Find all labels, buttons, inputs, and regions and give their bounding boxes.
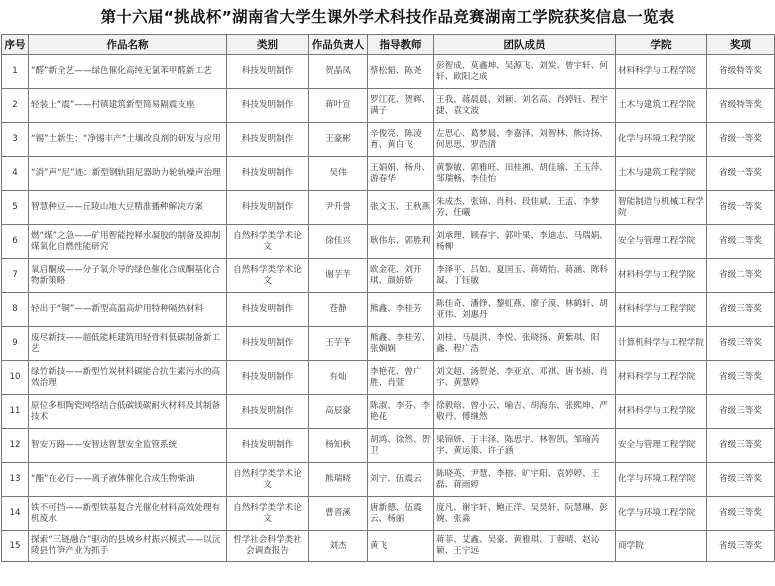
cell-category: 科技发明制作 — [227, 361, 309, 395]
cell-leader: 王芋芊 — [309, 327, 368, 361]
cell-members: 李泽平、吕如、夏国玉、蒋婧怡、蒋涵、陈科凝、丁钰敏 — [434, 259, 616, 293]
cell-college: 智能制造与机械工程学院 — [616, 191, 707, 225]
cell-work-name: “酯”在必行——离子液体催化合成生物柴油 — [29, 463, 227, 497]
cell-advisor: 黄飞 — [368, 531, 434, 562]
cell-leader: 尹升誉 — [309, 191, 368, 225]
cell-category: 哲学社会科学类社会调查报告 — [227, 531, 309, 562]
cell-category: 科技发明制作 — [227, 293, 309, 327]
award-table — [1, 34, 775, 562]
cell-category: 科技发明制作 — [227, 191, 309, 225]
cell-members: 刘承理、顾春宇、郭叶果、李迪志、马瑞娟、杨柳 — [434, 225, 616, 259]
cell-work-name: 原位多相陶瓷网络结合低碳镁碳耐火材料及其制备技术 — [29, 395, 227, 429]
cell-award: 省级三等奖 — [707, 327, 775, 361]
cell-advisor: 耿伟东、郭胜利 — [368, 225, 434, 259]
cell-advisor: 李艳花、曾广胜、肖萱 — [368, 361, 434, 395]
cell-award: 省级三等奖 — [707, 293, 775, 327]
cell-leader: 吴伟 — [309, 157, 368, 191]
cell-leader: 曹晋溪 — [309, 497, 368, 531]
cell-members: 黄黎敏、郭雅旺、田桂湘、胡佳瑜、王玉萍、邹瑞畅、李佳怡 — [434, 157, 616, 191]
cell-category: 科技发明制作 — [227, 395, 309, 429]
cell-category: 自然科学类学术论文 — [227, 225, 309, 259]
cell-advisor: 辛俊亮、陈凌育、黄白飞 — [368, 123, 434, 157]
cell-members: 陈晓英、尹慧、李榕、旷宇阳、袁婷婷、王磊、蒋雨婷 — [434, 463, 616, 497]
cell-work-name: 燃“煤”之急——矿用智能控释水凝胶的制备及抑制煤氧化自燃性能研究 — [29, 225, 227, 259]
cell-category: 科技发明制作 — [227, 89, 309, 123]
cell-college: 化学与环境工程学院 — [616, 497, 707, 531]
cell-index: 8 — [2, 293, 29, 327]
cell-advisor: 陈淑、李芬、李艳花 — [368, 395, 434, 429]
cell-work-name: 绿竹新技——新型竹炭材料碳能合抗生素污水的高效治理 — [29, 361, 227, 395]
cell-category: 自然科学类学术论文 — [227, 463, 309, 497]
table-row — [2, 429, 775, 463]
cell-category: 科技发明制作 — [227, 327, 309, 361]
cell-advisor: 罗江花、贺辉、满子 — [368, 89, 434, 123]
cell-leader: 贺晶凤 — [309, 55, 368, 89]
table-row — [2, 259, 775, 293]
header-award: 奖项 — [707, 35, 775, 55]
header-category: 类别 — [227, 35, 309, 55]
cell-category: 科技发明制作 — [227, 123, 309, 157]
cell-college: 材料科学与工程学院 — [616, 395, 707, 429]
cell-leader: 杨知秋 — [309, 429, 368, 463]
cell-members: 刘文超、汤贺尧、李亚京、邓祺、唐书祯、肖宇、黄慧婷 — [434, 361, 616, 395]
cell-college: 材料科学与工程学院 — [616, 293, 707, 327]
table-row — [2, 225, 775, 259]
table-row — [2, 55, 775, 89]
cell-index: 3 — [2, 123, 29, 157]
page-title: 第十六届“挑战杯”湖南省大学生课外学术科技作品竞赛湖南工学院获奖信息一览表 — [100, 8, 675, 26]
cell-leader: 谢芋芊 — [309, 259, 368, 293]
cell-advisor: 王娟娟、杨舟、游春华 — [368, 157, 434, 191]
cell-index: 6 — [2, 225, 29, 259]
cell-award: 省级特等奖 — [707, 89, 775, 123]
cell-members: 刘桂、马晨洪、李悦、张晓扬、黄紫琪、阳鑫、程广浩 — [434, 327, 616, 361]
header-work-name: 作品名称 — [29, 35, 227, 55]
cell-index: 2 — [2, 89, 29, 123]
cell-leader: 熊瑞晓 — [309, 463, 368, 497]
cell-members: 庞凡、谢宇轩、鲍正洋、吴昊轩、阮慧琳、彭婉、张淼 — [434, 497, 616, 531]
cell-award: 省级一等奖 — [707, 157, 775, 191]
table-row — [2, 463, 775, 497]
cell-college: 材料科学与工程学院 — [616, 361, 707, 395]
cell-advisor: 张文玉、王秋燕 — [368, 191, 434, 225]
cell-work-name: 轻出于“铜”——新型高温高炉用特种隔热材料 — [29, 293, 227, 327]
cell-category: 自然科学类学术论文 — [227, 497, 309, 531]
cell-index: 10 — [2, 361, 29, 395]
cell-index: 1 — [2, 55, 29, 89]
cell-index: 15 — [2, 531, 29, 562]
table-row — [2, 157, 775, 191]
cell-award: 省级三等奖 — [707, 497, 775, 531]
cell-leader: 高辰豪 — [309, 395, 368, 429]
cell-advisor: 蔡松韬、陈尧 — [368, 55, 434, 89]
cell-award: 省级二等奖 — [707, 259, 775, 293]
cell-award: 省级三等奖 — [707, 463, 775, 497]
cell-work-name: 铁不可挡——新型铁基复合光催化材料高效处理有机废水 — [29, 497, 227, 531]
cell-advisor: 欧金花、刘开琪、颜娇娇 — [368, 259, 434, 293]
table-body — [2, 55, 775, 562]
cell-index: 9 — [2, 327, 29, 361]
cell-members: 蒋菲、艾鑫、吴豪、黄雅琪、丁蓉晴、赵沁颖、王宁远 — [434, 531, 616, 562]
cell-college: 材料科学与工程学院 — [616, 55, 707, 89]
cell-leader: 刘杰 — [309, 531, 368, 562]
cell-work-name: 废尽新技——超低能耗建筑用轻骨料低碳制备新工艺 — [29, 327, 227, 361]
table-row — [2, 191, 775, 225]
header-members: 团队成员 — [434, 35, 616, 55]
header-advisor: 指导教师 — [368, 35, 434, 55]
cell-work-name: “醛”新全艺——绿色催化高纯无氯苯甲醛新工艺 — [29, 55, 227, 89]
cell-award: 省级三等奖 — [707, 429, 775, 463]
table-row — [2, 89, 775, 123]
cell-members: 彭智成、莫鑫坤、吴源飞、刘炭、曾宇轩、何轩、欧阳之成 — [434, 55, 616, 89]
cell-award: 省级三等奖 — [707, 531, 775, 562]
cell-index: 12 — [2, 429, 29, 463]
cell-members: 徐毅晗、曾小云、喻吉、胡海东、张熙坤、严敬丹、傅继然 — [434, 395, 616, 429]
cell-members: 陈佳奇、潘铮、黎虹燕、廖子漠、林鹤轩、胡亚伟、刘惠丹 — [434, 293, 616, 327]
cell-advisor: 熊鑫、李桂芳、张娴娴 — [368, 327, 434, 361]
cell-leader: 有灿 — [309, 361, 368, 395]
cell-members: 朱成杰、张锦、肖科、段佳斌、王孟、李梦芳、任曦 — [434, 191, 616, 225]
cell-college: 化学与环境工程学院 — [616, 463, 707, 497]
cell-advisor: 唐新德、伍震云、杨丽 — [368, 497, 434, 531]
cell-category: 自然科学类学术论文 — [227, 259, 309, 293]
table-row — [2, 531, 775, 562]
cell-advisor: 胡鸿、徐然、贺卫 — [368, 429, 434, 463]
cell-college: 商学院 — [616, 531, 707, 562]
cell-index: 13 — [2, 463, 29, 497]
cell-index: 4 — [2, 157, 29, 191]
header-college: 学院 — [616, 35, 707, 55]
cell-work-name: 氧启酮成——分子氧介导的绿色催化合成酮基化合物新策略 — [29, 259, 227, 293]
cell-index: 11 — [2, 395, 29, 429]
cell-leader: 蒋叶宣 — [309, 89, 368, 123]
cell-award: 省级一等奖 — [707, 191, 775, 225]
cell-work-name: 轻装上“震”——村镇建筑新型简易隔震支座 — [29, 89, 227, 123]
cell-work-name: 探索“三链融合”驱动的县域乡村振兴模式——以沅陵县竹笋产业为抓手 — [29, 531, 227, 562]
table-row — [2, 497, 775, 531]
cell-work-name: “锡”土新生：“净锡丰产”土壤改良剂的研发与应用 — [29, 123, 227, 157]
cell-category: 科技发明制作 — [227, 429, 309, 463]
cell-college: 材料科学与工程学院 — [616, 259, 707, 293]
cell-college: 计算机科学与工程学院 — [616, 327, 707, 361]
cell-advisor: 熊鑫、李桂芳 — [368, 293, 434, 327]
table-row — [2, 123, 775, 157]
cell-award: 省级三等奖 — [707, 395, 775, 429]
header-leader: 作品负责人 — [309, 35, 368, 55]
cell-college: 土木与建筑工程学院 — [616, 89, 707, 123]
cell-work-name: 智慧种豆——丘陵山地大豆精准播种解决方案 — [29, 191, 227, 225]
table-row — [2, 327, 775, 361]
cell-index: 14 — [2, 497, 29, 531]
cell-award: 省级三等奖 — [707, 361, 775, 395]
header-row — [2, 35, 775, 55]
cell-college: 安全与管理工程学院 — [616, 429, 707, 463]
header-index: 序号 — [2, 35, 29, 55]
table-row — [2, 293, 775, 327]
cell-award: 省级一等奖 — [707, 123, 775, 157]
table-row — [2, 395, 775, 429]
cell-award: 省级特等奖 — [707, 55, 775, 89]
cell-leader: 苍静 — [309, 293, 368, 327]
cell-advisor: 刘宁、伍震云 — [368, 463, 434, 497]
table-row — [2, 361, 775, 395]
cell-index: 5 — [2, 191, 29, 225]
cell-leader: 王豪彬 — [309, 123, 368, 157]
cell-members: 梁锦妍、于丰泽、陈思宇、林智凯、邹瑜芮宇、黄运策、许子涵 — [434, 429, 616, 463]
cell-members: 王我、蒋晨晨、刘颖、刘名高、肖婷钰、程宇捷、袁文波 — [434, 89, 616, 123]
cell-members: 左思心、葛梦晨、李嘉泽、刘智林、熊诗扬、何思思、罗浩清 — [434, 123, 616, 157]
cell-award: 省级二等奖 — [707, 225, 775, 259]
cell-college: 化学与环境工程学院 — [616, 123, 707, 157]
cell-index: 7 — [2, 259, 29, 293]
cell-college: 安全与管理工程学院 — [616, 225, 707, 259]
cell-category: 科技发明制作 — [227, 157, 309, 191]
cell-category: 科技发明制作 — [227, 55, 309, 89]
cell-work-name: “消”声“尼”迹：新型钢轨阻尼器助力轮轨噪声治理 — [29, 157, 227, 191]
cell-college: 土木与建筑工程学院 — [616, 157, 707, 191]
cell-leader: 徐佳兴 — [309, 225, 368, 259]
cell-work-name: 智安万路——安智达智慧安全监管系统 — [29, 429, 227, 463]
